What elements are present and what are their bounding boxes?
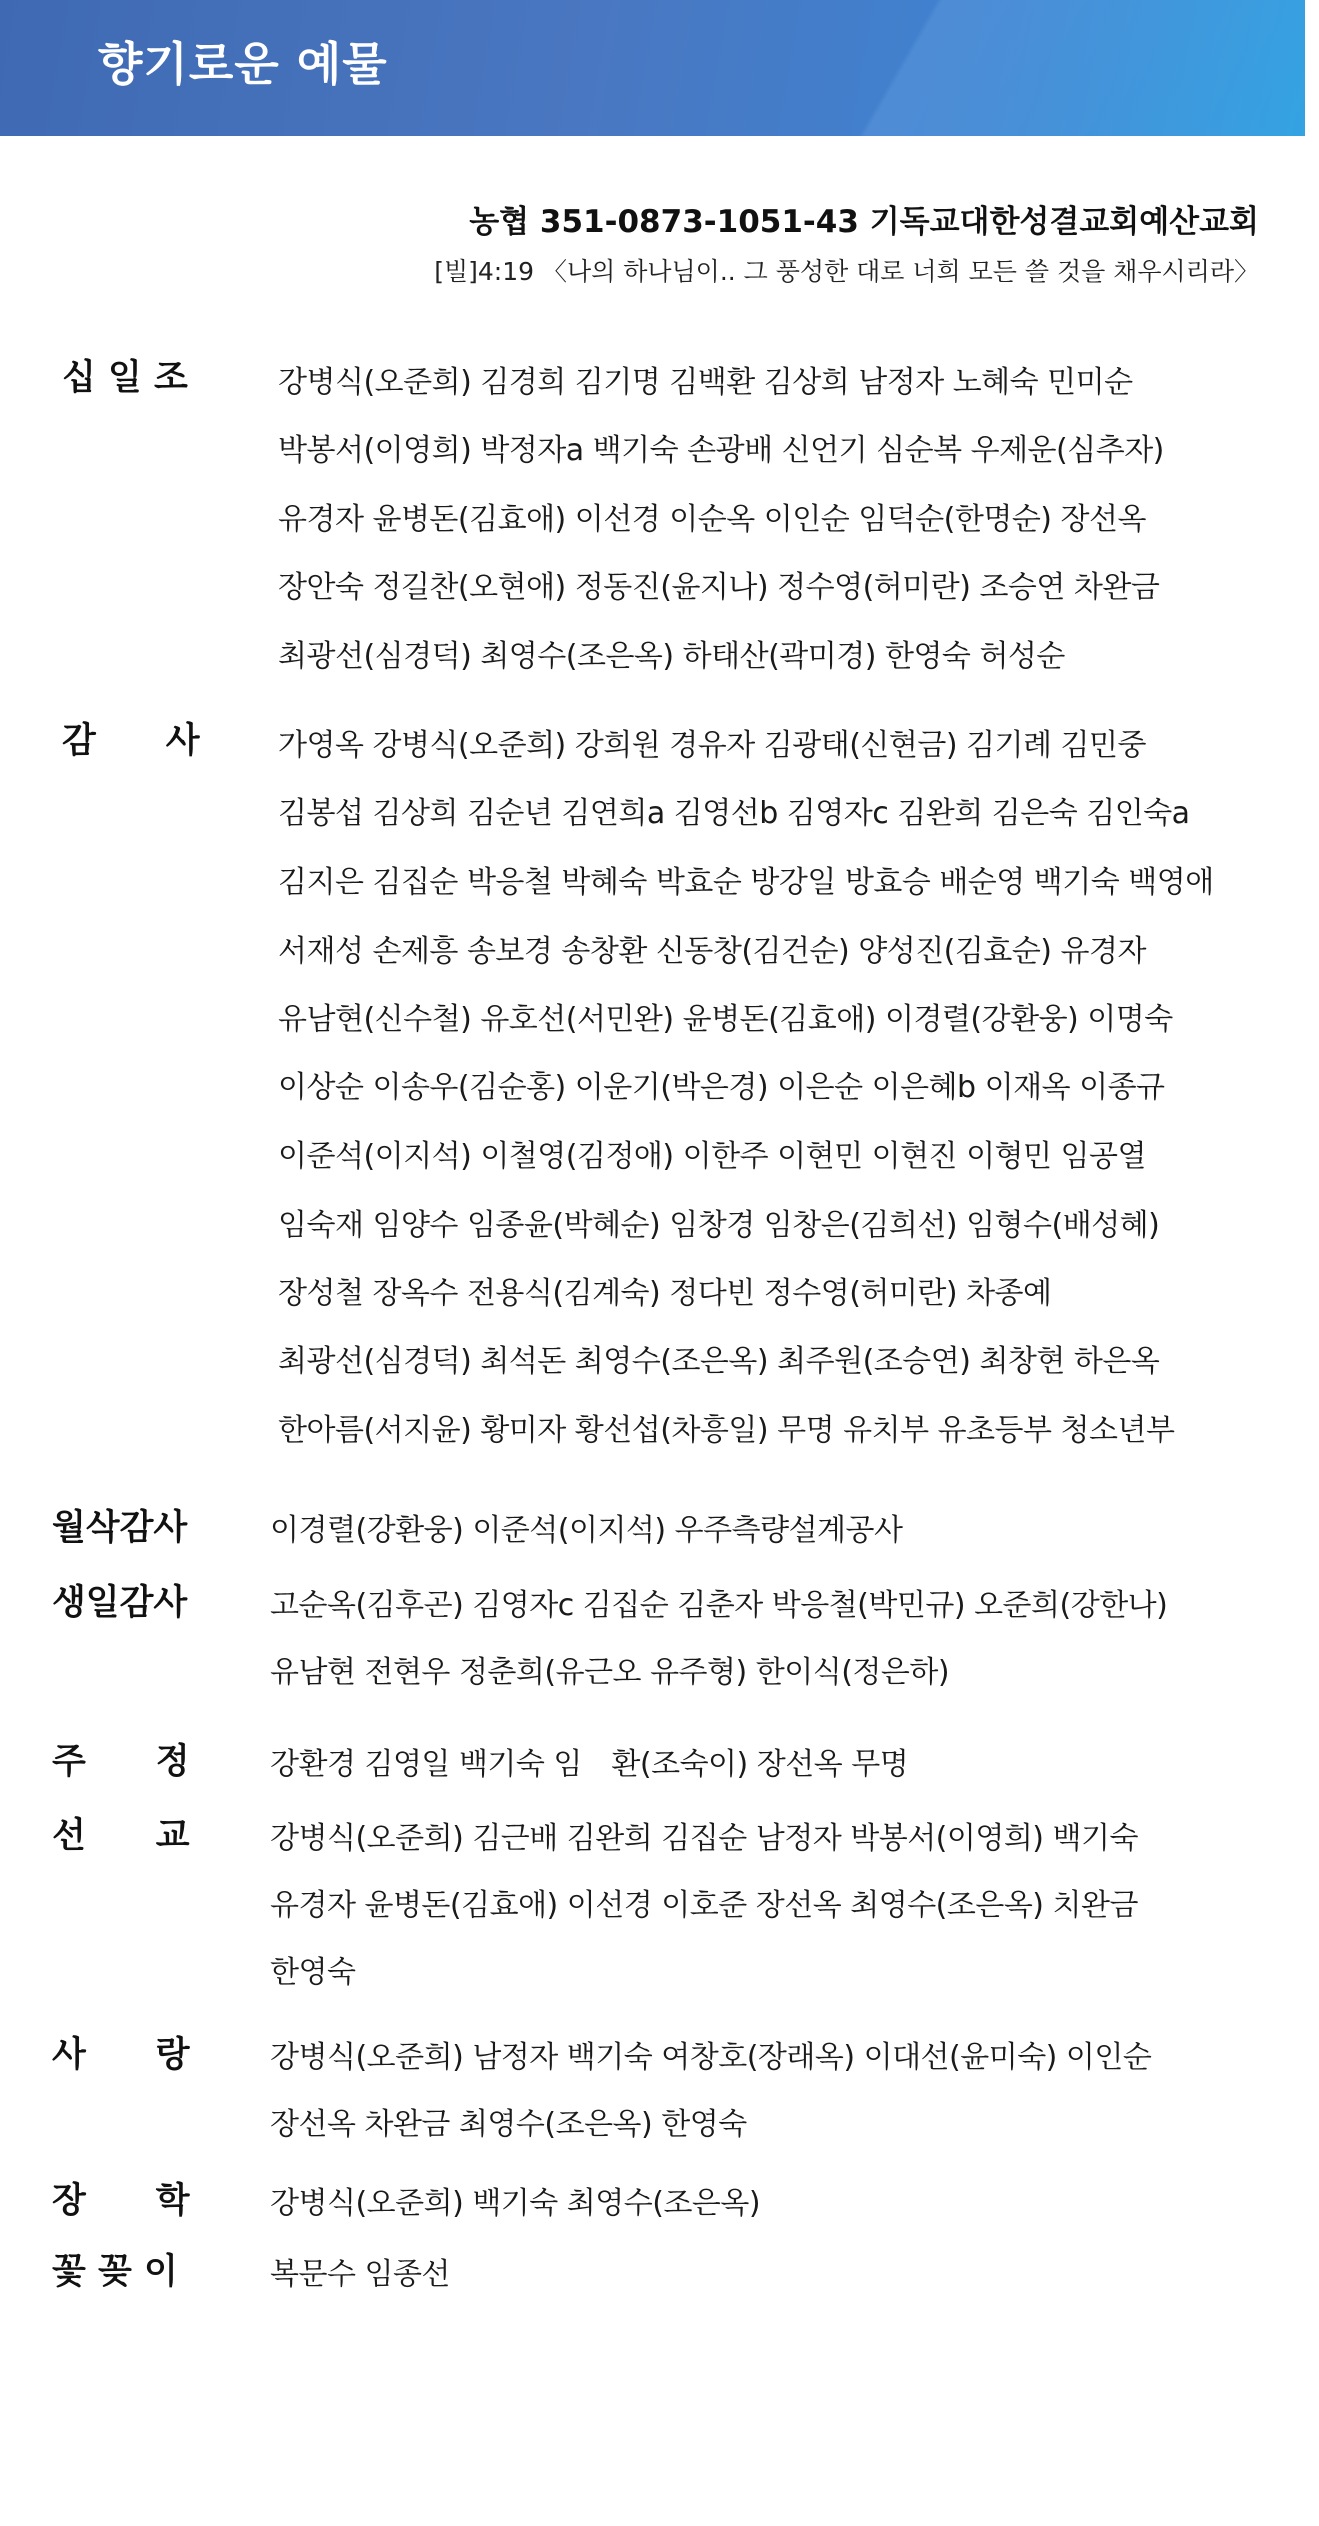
name-line: 김봉섭 김상희 김순년 김연희a 김영선b 김영자c 김완희 김은숙 김인숙a [278,796,1190,831]
name-line: 강병식(오준희) 백기숙 최영수(조은옥) [270,2186,761,2221]
name-line: 유남현 전현우 정춘희(유근오 유주형) 한이식(정은하) [270,1655,950,1690]
name-line: 이상순 이송우(김순홍) 이운기(박은경) 이은순 이은혜b 이재옥 이종규 [278,1070,1165,1105]
name-line: 유경자 윤병돈(김효애) 이선경 이호준 장선옥 최영수(조은옥) 치완금 [270,1888,1138,1923]
section-label: 감 사 [62,721,200,761]
name-line: 최광선(심경덕) 최석돈 최영수(조은옥) 최주원(조승연) 최창현 하은옥 [278,1344,1160,1379]
section-label: 장 학 [52,2181,190,2221]
name-line: 박봉서(이영희) 박정자a 백기숙 손광배 신언기 심순복 우제운(심추자) [278,433,1164,468]
scripture-verse: [빌]4:19 〈나의 하나님이.. 그 풍성한 대로 너희 모든 쓸 것을 채우시리라〉 [434,257,1259,286]
bank-account-line: 농협 351-0873-1051-43 기독교대한성결교회예산교회 [469,204,1259,240]
name-line: 강병식(오준희) 남정자 백기숙 여창호(장래옥) 이대선(윤미숙) 이인순 [270,2040,1152,2075]
section-label: 월삭감사 [52,1508,188,1548]
name-line: 강병식(오준희) 김근배 김완희 김집순 남정자 박봉서(이영희) 백기숙 [270,1821,1138,1856]
name-line: 유경자 윤병돈(김효애) 이선경 이순옥 이인순 임덕순(한명순) 장선옥 [278,502,1146,537]
name-line: 이준석(이지석) 이철영(김정애) 이한주 이현민 이현진 이형민 임공열 [278,1139,1146,1174]
name-line: 강병식(오준희) 김경희 김기명 김백환 김상희 남정자 노혜숙 민미순 [278,365,1133,400]
name-line: 이경렬(강환웅) 이준석(이지석) 우주측량설계공사 [270,1513,903,1548]
name-line: 복문수 임종선 [270,2257,450,2292]
name-line: 임숙재 임양수 임종윤(박혜순) 임창경 임창은(김희선) 임형수(배성혜) [278,1208,1160,1243]
name-line: 유남현(신수철) 유호선(서민완) 윤병돈(김효애) 이경렬(강환웅) 이명숙 [278,1002,1173,1037]
name-line: 가영옥 강병식(오준희) 강희원 경유자 김광태(신현금) 김기례 김민중 [278,728,1146,763]
name-line: 한아름(서지윤) 황미자 황선섭(차흥일) 무명 유치부 유초등부 청소년부 [278,1413,1175,1448]
name-line: 장선옥 차완금 최영수(조은옥) 한영숙 [270,2107,747,2142]
page-title: 향기로운 예물 [98,37,388,91]
name-line: 고순옥(김후곤) 김영자c 김집순 김춘자 박응철(박민규) 오준희(강한나) [270,1588,1168,1623]
header-band [0,0,1305,136]
section-label: 선 교 [52,1816,190,1856]
name-line: 강환경 김영일 백기숙 임 환(조숙이) 장선옥 무명 [270,1747,909,1782]
name-line: 서재성 손제흥 송보경 송창환 신동창(김건순) 양성진(김효순) 유경자 [278,934,1146,969]
section-label: 생일감사 [52,1583,188,1623]
header-shade [745,0,1305,136]
name-line: 최광선(심경덕) 최영수(조은옥) 하태산(곽미경) 한영숙 허성순 [278,639,1065,674]
section-label: 십 일 조 [62,358,188,398]
name-line: 장안숙 정길찬(오현애) 정동진(윤지나) 정수영(허미란) 조승연 차완금 [278,570,1160,605]
section-label: 꽃 꽂 이 [52,2252,178,2292]
name-line: 장성철 장옥수 전용식(김계숙) 정다빈 정수영(허미란) 차종예 [278,1276,1052,1311]
name-line: 한영숙 [270,1955,356,1990]
section-label: 주 정 [52,1742,190,1782]
name-line: 김지은 김집순 박응철 박혜숙 박효순 방강일 방효승 배순영 백기숙 백영애 [278,865,1214,900]
section-label: 사 랑 [52,2035,190,2075]
